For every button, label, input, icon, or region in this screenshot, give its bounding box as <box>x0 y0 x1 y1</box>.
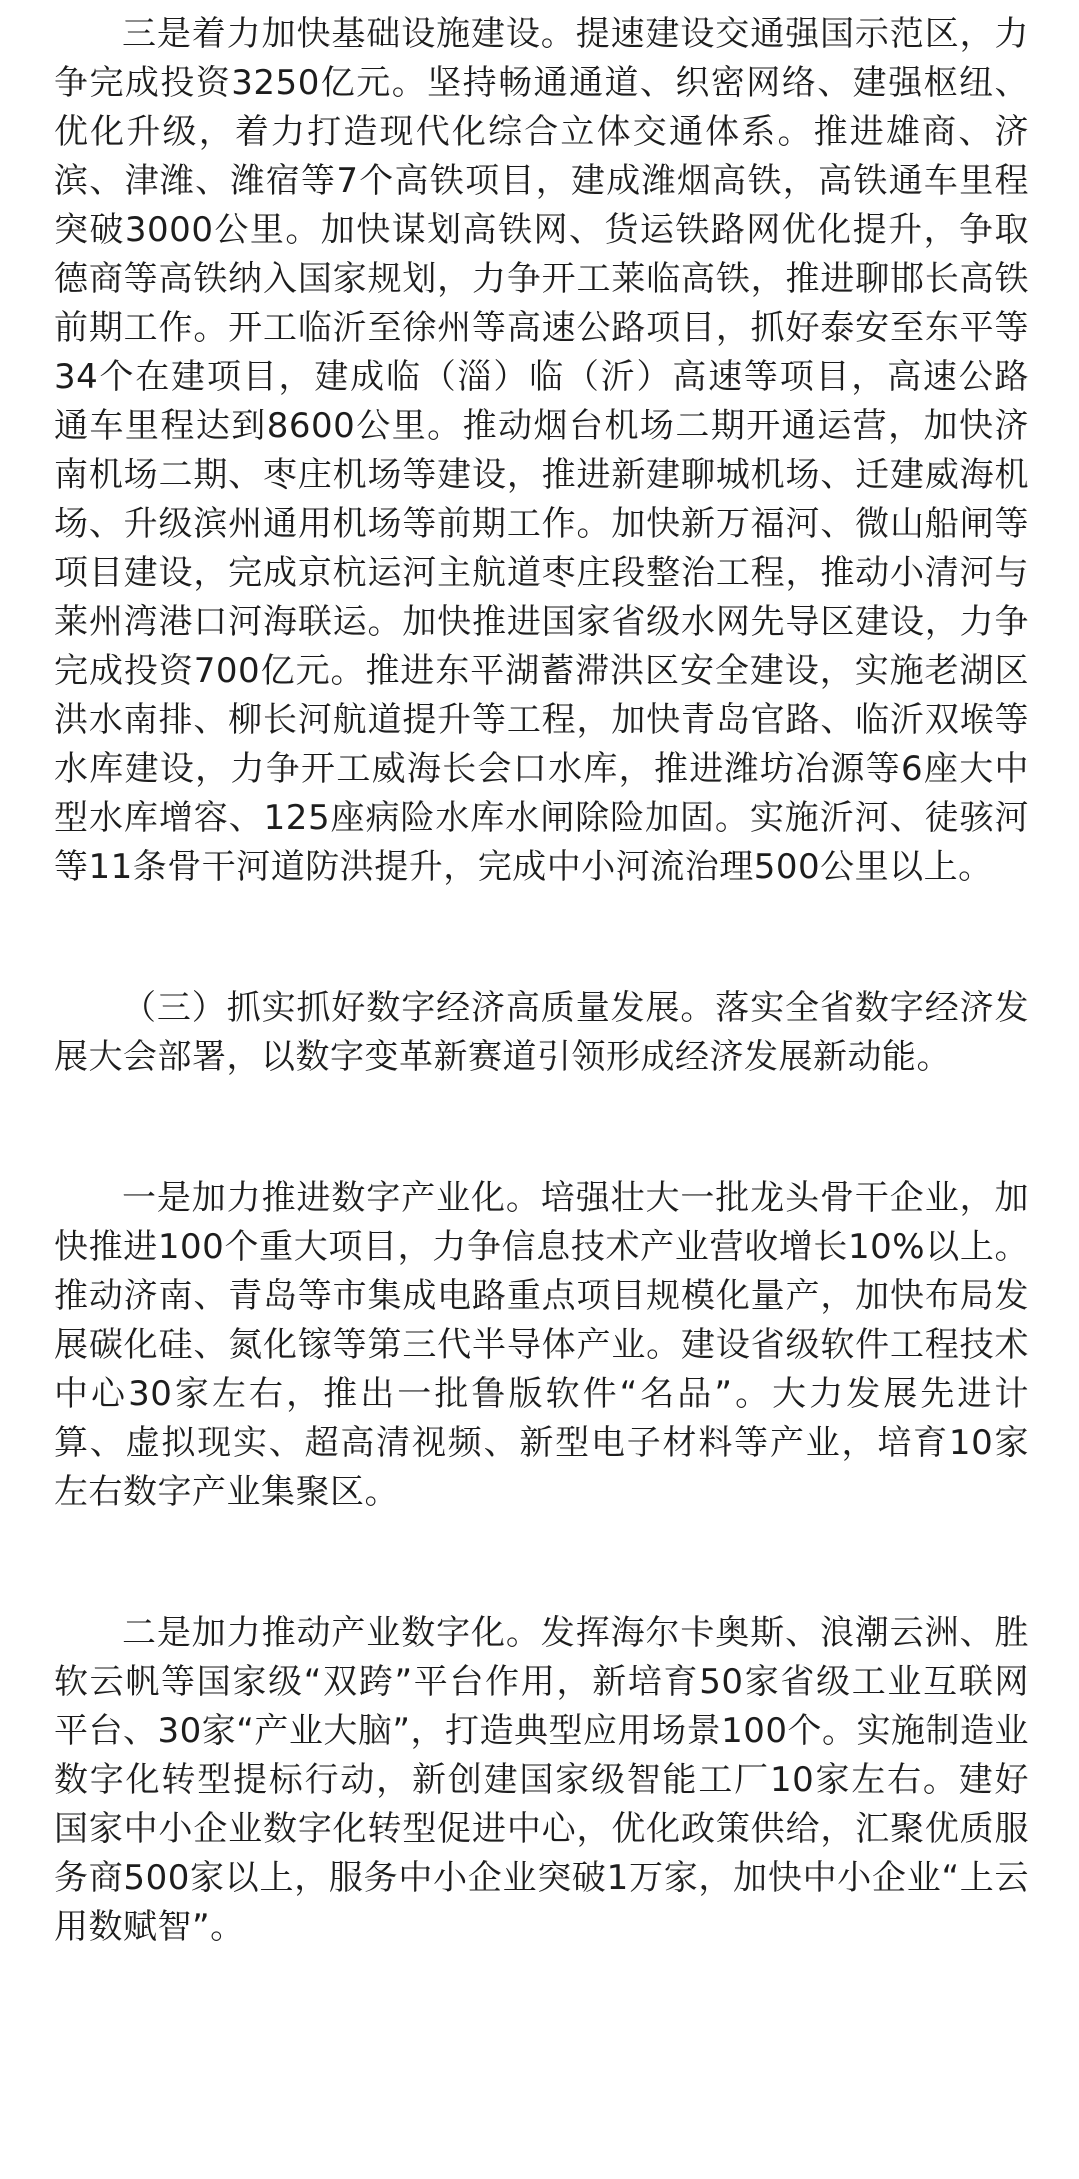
paragraph-digital-industrialization: 一是加力推进数字产业化。培强壮大一批龙头骨干企业，加快推进100个重大项目，力争信息技术产业营收增长10%以上。推动济南、青岛等市集成电路重点项目规模化量产，加快布局发展碳化硅、氮化镓等第三代半导体产业。建设省级软件工程技术中心30家左右，推出一批鲁版软件“名品”。大力发展先进计算、虚拟现实、超高清视频、新型电子材料等产业，培育10家左右数字产业集聚区。 <box>54 1178 1029 1512</box>
paragraph-industrial-digitalization: 二是加力推动产业数字化。发挥海尔卡奥斯、浪潮云洲、胜软云帆等国家级“双跨”平台作用，新培育50家省级工业互联网平台、30家“产业大脑”，打造典型应用场景100个。实施制造业数字化转型提标行动，新创建国家级智能工厂10家左右。建好国家中小企业数字化转型促进中心，优化政策供给，汇聚优质服务商500家以上，服务中小企业突破1万家，加快中小企业“上云用数赋智”。 <box>54 1613 1029 1947</box>
paragraph-spacer <box>54 1082 1029 1174</box>
paragraph-spacer <box>54 1517 1029 1609</box>
paragraph-infrastructure: 三是着力加快基础设施建设。提速建设交通强国示范区，力争完成投资3250亿元。坚持畅通通道、织密网络、建强枢纽、优化升级，着力打造现代化综合立体交通体系。推进雄商、济滨、津潍、潍宿等7个高铁项目，建成潍烟高铁，高铁通车里程突破3000公里。加快谋划高铁网、货运铁路网优化提升，争取德商等高铁纳入国家规划，力争开工莱临高铁，推进聊邯长高铁前期工作。开工临沂至徐州等高速公路项目，抓好泰安至东平等34个在建项目，建成临（淄）临（沂）高速等项目，高速公路通车里程达到8600公里。推动烟台机场二期开通运营，加快济南机场二期、枣庄机场等建设，推进新建聊城机场、迁建威海机场、升级滨州通用机场等前期工作。加快新万福河、微山船闸等项目建设，完成京杭运河主航道枣庄段整治工程，推动小清河与莱州湾港口河海联运。加快推进国家省级水网先导区建设，力争完成投资700亿元。推进东平湖蓄滞洪区安全建设，实施老湖区洪水南排、柳长河航道提升等工程，加快青岛官路、临沂双堠等水库建设，力争开工威海长会口水库，推进潍坊冶源等6座大中型水库增容、125座病险水库水闸除险加固。实施沂河、徒骇河等11条骨干河道防洪提升，完成中小河流治理500公里以上。 <box>54 14 1029 887</box>
article-body <box>54 10 1029 1952</box>
paragraph-spacer <box>54 892 1029 984</box>
paragraph-digital-economy-heading: （三）抓实抓好数字经济高质量发展。落实全省数字经济发展大会部署，以数字变革新赛道引领形成经济发展新动能。 <box>54 988 1029 1077</box>
